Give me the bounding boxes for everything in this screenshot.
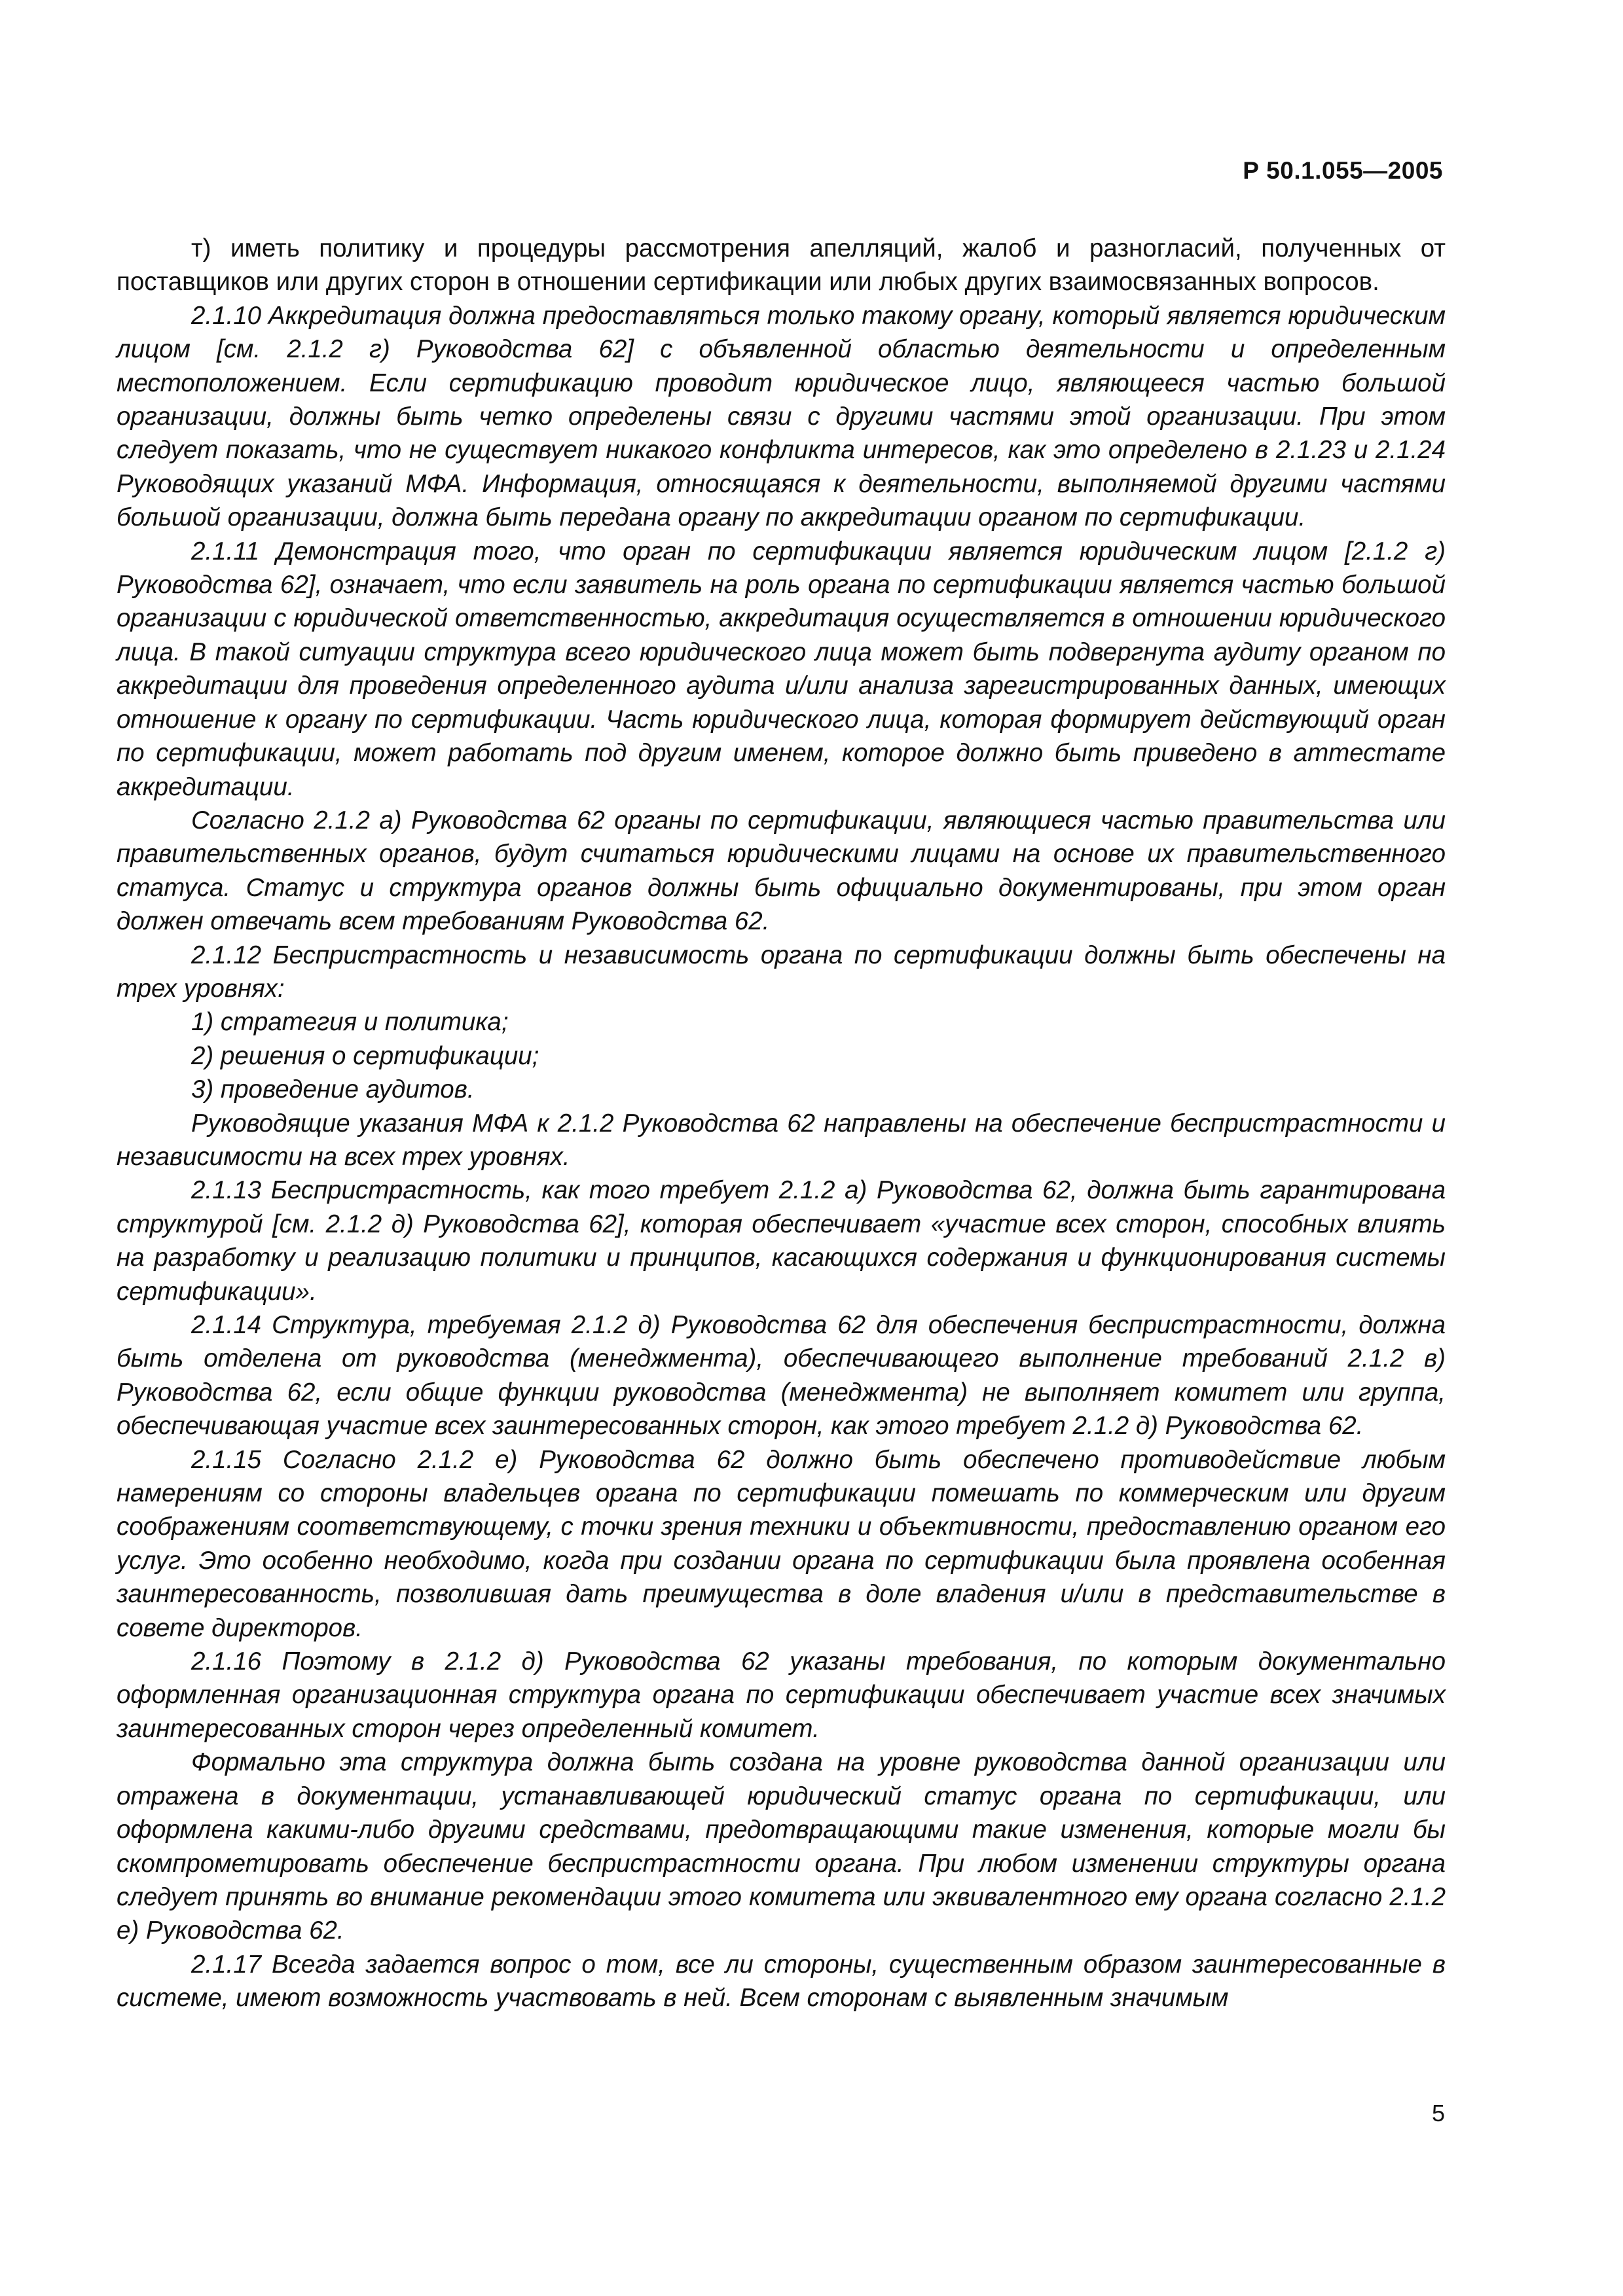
paragraph-mfa-guidance: Руководящие указания МФА к 2.1.2 Руководства 62 направлены на обеспечение беспристрастности и независимости на всех трех уровнях. bbox=[117, 1109, 1446, 1171]
paragraph-2-1-13: 2.1.13 Беспристрастность, как того требует 2.1.2 а) Руководства 62, должна быть гарантирована структурой [см. 2.1.2 д) Руководства 62], которая обеспечивает «участие всех сторон, способных влиять на разработку и реализацию политики и принципов, касающихся содержания и функционирования системы сертификации». bbox=[117, 1176, 1446, 1306]
paragraph-2-1-16: 2.1.16 Поэтому в 2.1.2 д) Руководства 62 указаны требования, по которым документально оформленная организационная структура органа по сертификации обеспечивает участие всех значимых заинтересованных сторон через определенный комитет. bbox=[117, 1647, 1446, 1743]
paragraph-2-1-15: 2.1.15 Согласно 2.1.2 е) Руководства 62 должно быть обеспечено противодействие любым намерениям со стороны владельцев органа по сертификации помешать по коммерческим или другим соображениям соответствующему, с точки зрения техники и объективности, предоставлению органом его услуг. Это особенно необходимо, когда при создании органа по сертификации была проявлена особенная заинтересованность, позволившая дать преимущества в доле владения и/или в представительстве в совете директоров. bbox=[117, 1445, 1446, 1642]
body-text bbox=[117, 232, 1446, 2015]
list-item: 2) решения о сертификации; bbox=[191, 1041, 539, 1070]
paragraph-2-1-14: 2.1.14 Структура, требуемая 2.1.2 д) Руководства 62 для обеспечения беспристрастности, должна быть отделена от руководства (менеджмента), обеспечивающего выполнение требований 2.1.2 в) Руководства 62, если общие функции руководства (менеджмента) не выполняет комитет или группа, обеспечивающая участие всех заинтересованных сторон, как этого требует 2.1.2 д) Руководства 62. bbox=[117, 1311, 1446, 1441]
paragraph-2-1-10: 2.1.10 Аккредитация должна предоставляться только такому органу, который является юридическим лицом [см. 2.1.2 г) Руководства 62] с объявленной областью деятельности и определенным местоположением. Если сертификацию проводит юридическое лицо, являющееся частью большой организации, должны быть четко определены связи с другими частями этой организации. При этом следует показать, что не существует никакого конфликта интересов, как это определено в 2.1.23 и 2.1.24 Руководящих указаний МФА. Информация, относящаяся к деятельности, выполняемой другими частями большой организации, должна быть передана органу по аккредитации органом по сертификации. bbox=[117, 301, 1446, 532]
document-code: Р 50.1.055—2005 bbox=[1243, 157, 1443, 184]
paragraph-government-bodies: Согласно 2.1.2 а) Руководства 62 органы по сертификации, являющиеся частью правительства или правительственных органов, будут считаться юридическими лицами на основе их правительственного статуса. Статус и структура органов должны быть официально документированы, при этом орган должен отвечать всем требованиям Руководства 62. bbox=[117, 806, 1446, 936]
page-number: 5 bbox=[1431, 2100, 1445, 2126]
paragraph-2-1-17: 2.1.17 Всегда задается вопрос о том, все ли стороны, существенным образом заинтересованные в системе, имеют возможность участвовать в ней. Всем сторонам с выявленным значимым bbox=[117, 1950, 1446, 2013]
paragraph-item-t: т) иметь политику и процедуры рассмотрения апелляций, жалоб и разногласий, полученных от поставщиков или других сторон в отношении сертификации или любых других взаимосвязанных вопросов. bbox=[117, 234, 1446, 296]
paragraph-2-1-11: 2.1.11 Демонстрация того, что орган по сертификации является юридическим лицом [2.1.2 г) Руководства 62], означает, что если заявитель на роль органа по сертификации является частью большой организации с юридической ответственностью, аккредитация осуществляется в отношении юридического лица. В такой ситуации структура всего юридического лица может быть подвергнута аудиту органом по аккредитации для проведения определенного аудита и/или анализа зарегистрированных данных, имеющих отношение к органу по сертификации. Часть юридического лица, которая формирует действующий орган по сертификации, может работать под другим именем, которое должно быть приведено в аттестате аккредитации. bbox=[117, 537, 1446, 801]
paragraph-formal-structure: Формально эта структура должна быть создана на уровне руководства данной организации или отражена в документации, устанавливающей юридический статус органа по сертификации, или оформлена какими-либо другими средствами, предотвращающими такие изменения, которые могли бы скомпрометировать обеспечение беспристрастности органа. При любом изменении структуры органа следует принять во внимание рекомендации этого комитета или эквивалентного ему органа согласно 2.1.2 е) Руководства 62. bbox=[117, 1748, 1446, 1945]
paragraph-2-1-12: 2.1.12 Беспристрастность и независимость органа по сертификации должны быть обеспечены на трех уровнях: bbox=[117, 941, 1446, 1003]
list-item: 1) стратегия и политика; bbox=[191, 1008, 509, 1037]
list-item: 3) проведение аудитов. bbox=[191, 1075, 475, 1104]
